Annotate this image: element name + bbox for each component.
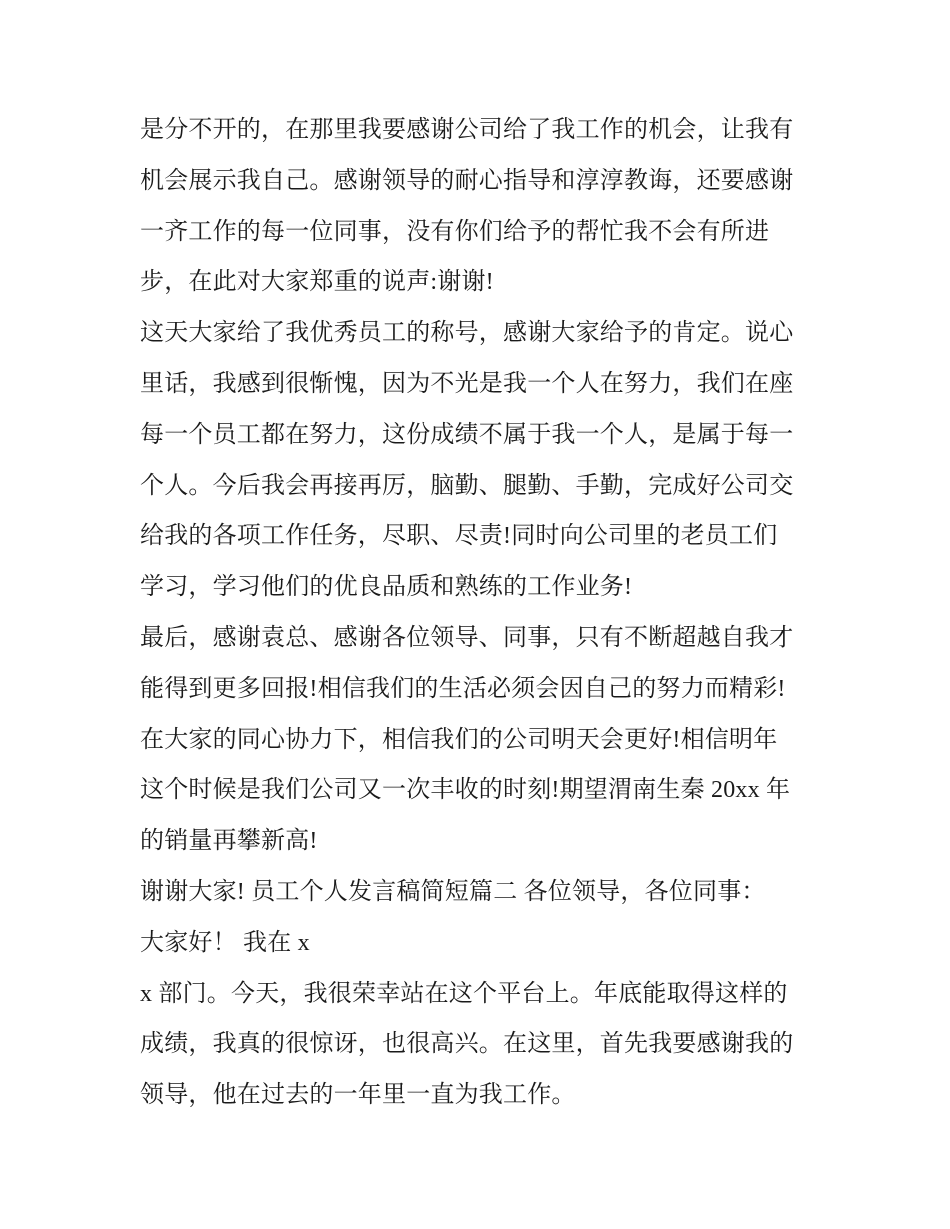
- text-line: 是分不开的，在那里我要感谢公司给了我工作的机会，让我有: [140, 117, 794, 143]
- text-line: 最后，感谢袁总、感谢各位领导、同事，只有不断超越自我才: [140, 624, 794, 651]
- text-line: 能得到更多回报!相信我们的生活必须会因自己的努力而精彩!: [140, 675, 786, 702]
- text-line: 机会展示我自己。感谢领导的耐心指导和淳淳教诲，还要感谢: [140, 167, 794, 194]
- document-body: [140, 105, 820, 1121]
- text-line: 步，在此对大家郑重的说声:谢谢!: [140, 269, 494, 296]
- text-line: 这天大家给了我优秀员工的称号，感谢大家给予的肯定。说心: [140, 320, 794, 347]
- text-line: 个人。今后我会再接再厉，脑勤、腿勤、手勤，完成好公司交: [140, 472, 794, 499]
- text-line: 每一个员工都在努力，这份成绩不属于我一个人，是属于每一: [140, 421, 794, 448]
- text-line: x 部门。今天，我很荣幸站在这个平台上。年底能取得这样的: [140, 980, 788, 1007]
- text-line: 一齐工作的每一位同事，没有你们给予的帮忙我不会有所进: [140, 218, 770, 245]
- text-line: 学习，学习他们的优良品质和熟练的工作业务!: [140, 574, 633, 601]
- text-line: 谢谢大家! 员工个人发言稿简短篇二 各位领导，各位同事：: [140, 878, 766, 905]
- text-line: 的销量再攀新高!: [140, 828, 318, 855]
- text-line: 成绩，我真的很惊讶，也很高兴。在这里，首先我要感谢我的: [140, 1031, 794, 1058]
- text-line: 里话，我感到很惭愧，因为不光是我一个人在努力，我们在座: [140, 370, 794, 397]
- text-line: 领导，他在过去的一年里一直为我工作。: [140, 1082, 576, 1109]
- text-line: 给我的各项工作任务，尽职、尽责!同时向公司里的老员工们: [140, 523, 778, 550]
- text-line: 这个时候是我们公司又一次丰收的时刻!期望渭南生秦 20xx 年: [140, 777, 791, 804]
- text-line: 在大家的同心协力下，相信我们的公司明天会更好!相信明年: [140, 726, 778, 753]
- text-line: 大家好！ 我在 x: [140, 929, 310, 956]
